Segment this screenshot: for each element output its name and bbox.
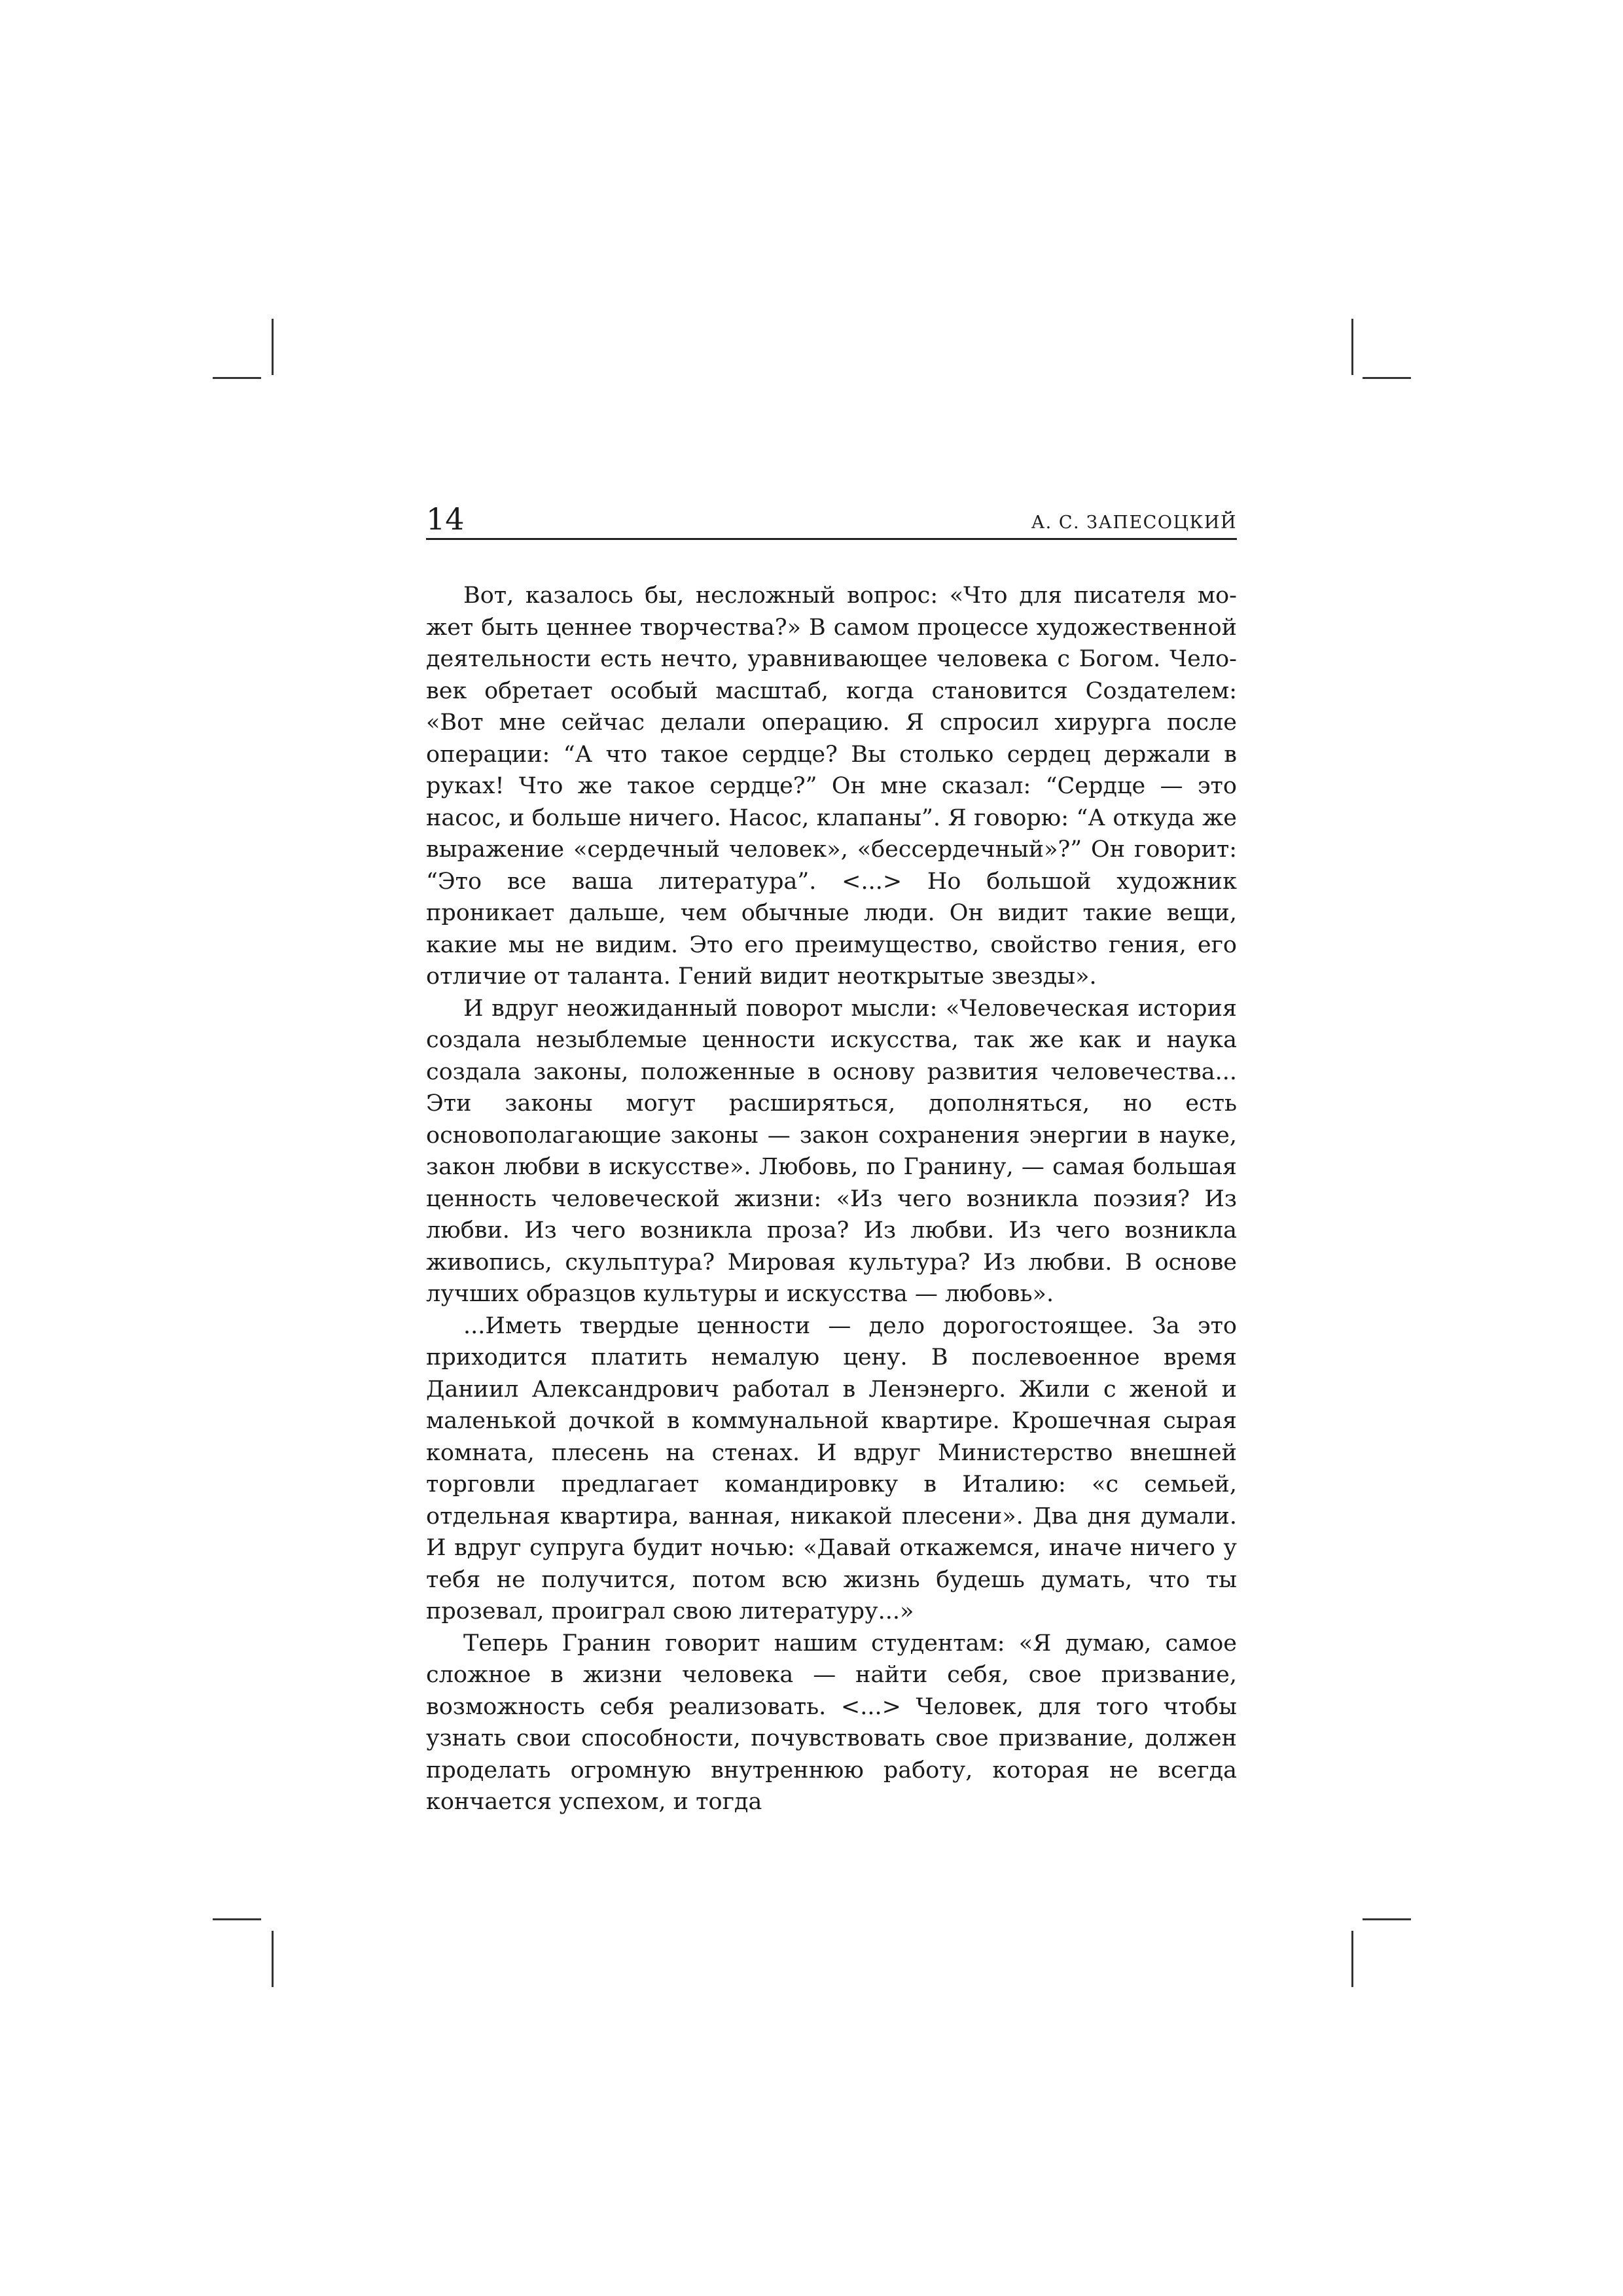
crop-mark-top-left-horizontal [213,377,261,379]
body-text [426,580,1237,1818]
paragraph: ...Иметь твердые ценности — дело дорогостоящее. За это приходится платить немалую цену. В послевоенное время Даниил Александрович работал в Ленэнерго. Жили с женой и маленькой дочкой в коммунальной квартире. Крошечная сырая комната, плесень на стенах. И вдруг Министерство внешней торговли предлагает командировку в Италию: «с семьей, отдельная квартира, ванная, никакой плесени». Два дня думали. И вдруг супруга будит ночью: «Давай откажемся, иначе ничего у тебя не получится, потом всю жизнь будешь думать, что ты прозевал, проиграл свою литературу...» [426,1312,1237,1624]
page-header [426,501,1237,537]
paragraph: И вдруг неожиданный поворот мысли: «Человеческая история создала незыблемые ценности искусства, так же как и наука создала законы, положенные в основу развития человечества... Эти законы могут расширяться, дополняться, но есть основополагающие законы — закон сохранения энергии в науке, закон любви в искусстве». Любовь, по Гранину, — самая большая ценность человеческой жизни: «Из чего возникла поэзия? Из любви. Из чего возникла проза? Из любви. Из чего возникла живопись, скульптура? Мировая культура? Из любви. В основе лучших образцов культуры и искусства — любовь». [426,995,1237,1307]
paragraph: Теперь Гранин говорит нашим студентам: «Я думаю, самое сложное в жизни человека — найти себя, свое призвание, возможность себя реализовать. <...> Человек, для того чтобы узнать свои способности, почувствовать свое призвание, должен проделать огромную внутреннюю работу, которая не всегда кончается успехом, и тогда [426,1630,1237,1815]
page-number: 14 [426,501,465,537]
running-head-author: А. С. ЗАПЕСОЦКИЙ [1031,512,1237,533]
header-rule [426,538,1237,540]
crop-mark-bottom-right-vertical [1351,1931,1353,1987]
paragraph: Вот, казалось бы, несложный вопрос: «Что для писателя может быть ценнее творчества?» В самом процессе художественной деятельности есть нечто, уравнивающее человека с Богом. Человек обретает особый масштаб, когда становится Создателем: «Вот мне сейчас делали операцию. Я спросил хирурга после операции: “А что такое сердце? Вы столько сердец держали в руках! Что же такое сердце?” Он мне сказал: “Сердце — это насос, и больше ничего. Насос, клапаны”. Я говорю: “А откуда же выражение «сердечный человек», «бессердечный»?” Он говорит: “Это все ваша литература”. <...> Но большой художник проникает дальше, чем обычные люди. Он видит такие вещи, какие мы не видим. Это его преимущество, свойство гения, его отличие от таланта. Гений видит неоткрытые звезды». [426,583,1237,990]
crop-mark-bottom-left-vertical [272,1931,274,1987]
crop-mark-bottom-left-horizontal [213,1918,261,1920]
crop-mark-top-right-horizontal [1363,377,1411,379]
crop-mark-bottom-right-horizontal [1363,1918,1411,1920]
crop-mark-top-right-vertical [1351,319,1353,375]
crop-mark-top-left-vertical [272,319,274,375]
